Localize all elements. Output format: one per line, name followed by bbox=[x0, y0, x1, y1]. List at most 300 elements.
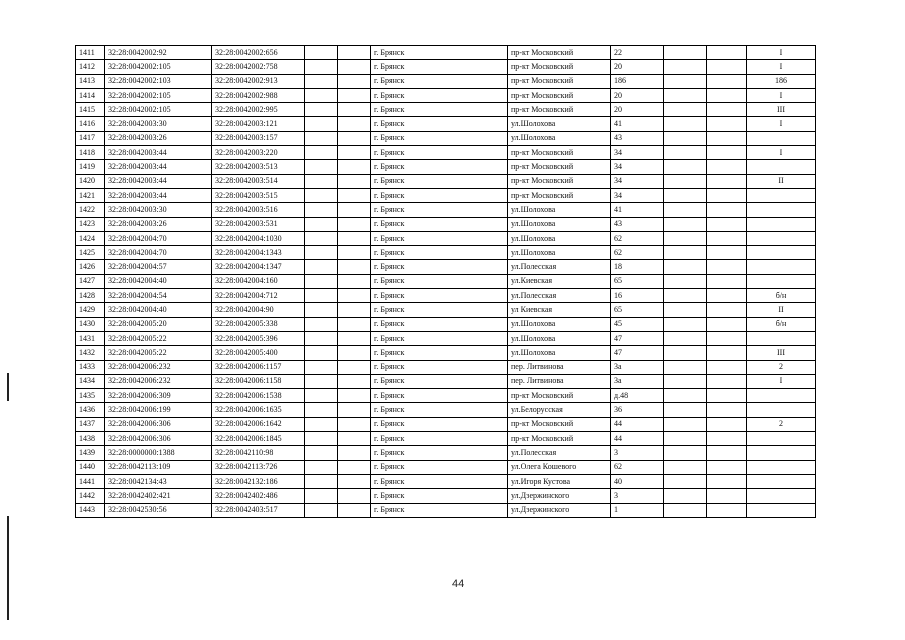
apartment-cell: III bbox=[747, 103, 816, 117]
table-row bbox=[76, 174, 816, 188]
street-cell: ул.Шолохова bbox=[508, 117, 611, 131]
blank-cell bbox=[338, 188, 371, 202]
street-cell: ул.Шолохова bbox=[508, 131, 611, 145]
city-cell: г. Брянск bbox=[371, 331, 508, 345]
table-row bbox=[76, 260, 816, 274]
blank-cell bbox=[707, 360, 747, 374]
city-cell: г. Брянск bbox=[371, 317, 508, 331]
building-cadastral-cell: 32:28:0042006:1158 bbox=[212, 374, 305, 388]
blank-cell bbox=[707, 217, 747, 231]
apartment-cell bbox=[747, 246, 816, 260]
table-row bbox=[76, 188, 816, 202]
blank-cell bbox=[305, 188, 338, 202]
city-cell: г. Брянск bbox=[371, 231, 508, 245]
row-number-cell: 1438 bbox=[76, 432, 105, 446]
city-cell: г. Брянск bbox=[371, 303, 508, 317]
blank-cell bbox=[664, 160, 707, 174]
house-number-cell: 43 bbox=[611, 217, 664, 231]
blank-cell bbox=[664, 246, 707, 260]
blank-cell bbox=[305, 417, 338, 431]
apartment-cell: I bbox=[747, 46, 816, 60]
land-cadastral-cell: 32:28:0042003:26 bbox=[105, 217, 212, 231]
blank-cell bbox=[305, 74, 338, 88]
blank-cell bbox=[707, 331, 747, 345]
blank-cell bbox=[707, 260, 747, 274]
blank-cell bbox=[305, 360, 338, 374]
apartment-cell bbox=[747, 489, 816, 503]
blank-cell bbox=[707, 374, 747, 388]
apartment-cell: 186 bbox=[747, 74, 816, 88]
building-cadastral-cell: 32:28:0042003:157 bbox=[212, 131, 305, 145]
blank-cell bbox=[338, 131, 371, 145]
city-cell: г. Брянск bbox=[371, 360, 508, 374]
blank-cell bbox=[305, 317, 338, 331]
house-number-cell: 186 bbox=[611, 74, 664, 88]
blank-cell bbox=[707, 131, 747, 145]
blank-cell bbox=[338, 231, 371, 245]
street-cell: пр-кт Московский bbox=[508, 60, 611, 74]
city-cell: г. Брянск bbox=[371, 88, 508, 102]
city-cell: г. Брянск bbox=[371, 246, 508, 260]
house-number-cell: 65 bbox=[611, 303, 664, 317]
house-number-cell: 47 bbox=[611, 346, 664, 360]
building-cadastral-cell: 32:28:0042003:514 bbox=[212, 174, 305, 188]
blank-cell bbox=[305, 174, 338, 188]
blank-cell bbox=[664, 489, 707, 503]
street-cell: ул.Шолохова bbox=[508, 231, 611, 245]
row-number-cell: 1418 bbox=[76, 146, 105, 160]
city-cell: г. Брянск bbox=[371, 260, 508, 274]
apartment-cell bbox=[747, 432, 816, 446]
blank-cell bbox=[664, 260, 707, 274]
blank-cell bbox=[664, 174, 707, 188]
building-cadastral-cell: 32:28:0042110:98 bbox=[212, 446, 305, 460]
blank-cell bbox=[305, 374, 338, 388]
building-cadastral-cell: 32:28:0042005:338 bbox=[212, 317, 305, 331]
blank-cell bbox=[707, 146, 747, 160]
table-row bbox=[76, 417, 816, 431]
blank-cell bbox=[305, 331, 338, 345]
blank-cell bbox=[664, 203, 707, 217]
street-cell: пр-кт Московский bbox=[508, 432, 611, 446]
row-number-cell: 1422 bbox=[76, 203, 105, 217]
apartment-cell bbox=[747, 446, 816, 460]
street-cell: ул.Олега Кошевого bbox=[508, 460, 611, 474]
city-cell: г. Брянск bbox=[371, 446, 508, 460]
street-cell: ул.Шолохова bbox=[508, 246, 611, 260]
land-cadastral-cell: 32:28:0042004:40 bbox=[105, 274, 212, 288]
land-cadastral-cell: 32:28:0042005:22 bbox=[105, 346, 212, 360]
land-cadastral-cell: 32:28:0042006:309 bbox=[105, 389, 212, 403]
table-row bbox=[76, 160, 816, 174]
building-cadastral-cell: 32:28:0042006:1642 bbox=[212, 417, 305, 431]
apartment-cell: I bbox=[747, 374, 816, 388]
building-cadastral-cell: 32:28:0042006:1538 bbox=[212, 389, 305, 403]
table-row bbox=[76, 360, 816, 374]
blank-cell bbox=[664, 474, 707, 488]
house-number-cell: 65 bbox=[611, 274, 664, 288]
apartment-cell bbox=[747, 474, 816, 488]
blank-cell bbox=[664, 103, 707, 117]
apartment-cell: I bbox=[747, 60, 816, 74]
city-cell: г. Брянск bbox=[371, 74, 508, 88]
blank-cell bbox=[707, 174, 747, 188]
land-cadastral-cell: 32:28:0042004:70 bbox=[105, 231, 212, 245]
street-cell: пер. Литвинова bbox=[508, 360, 611, 374]
street-cell: пр-кт Московский bbox=[508, 88, 611, 102]
street-cell: пр-кт Московский bbox=[508, 74, 611, 88]
apartment-cell: II bbox=[747, 303, 816, 317]
apartment-cell bbox=[747, 331, 816, 345]
city-cell: г. Брянск bbox=[371, 103, 508, 117]
blank-cell bbox=[305, 103, 338, 117]
street-cell: пр-кт Московский bbox=[508, 389, 611, 403]
building-cadastral-cell: 32:28:0042002:988 bbox=[212, 88, 305, 102]
land-cadastral-cell: 32:28:0042006:306 bbox=[105, 417, 212, 431]
house-number-cell: 41 bbox=[611, 117, 664, 131]
building-cadastral-cell: 32:28:0042002:758 bbox=[212, 60, 305, 74]
blank-cell bbox=[305, 303, 338, 317]
blank-cell bbox=[707, 160, 747, 174]
street-cell: ул.Шолохова bbox=[508, 346, 611, 360]
land-cadastral-cell: 32:28:0042002:103 bbox=[105, 74, 212, 88]
blank-cell bbox=[707, 346, 747, 360]
building-cadastral-cell: 32:28:0042004:1030 bbox=[212, 231, 305, 245]
building-cadastral-cell: 32:28:0042403:517 bbox=[212, 503, 305, 517]
blank-cell bbox=[338, 74, 371, 88]
table-row bbox=[76, 60, 816, 74]
table-row bbox=[76, 446, 816, 460]
city-cell: г. Брянск bbox=[371, 160, 508, 174]
city-cell: г. Брянск bbox=[371, 474, 508, 488]
blank-cell bbox=[707, 88, 747, 102]
apartment-cell: б/н bbox=[747, 289, 816, 303]
blank-cell bbox=[338, 274, 371, 288]
city-cell: г. Брянск bbox=[371, 146, 508, 160]
city-cell: г. Брянск bbox=[371, 60, 508, 74]
row-number-cell: 1425 bbox=[76, 246, 105, 260]
blank-cell bbox=[305, 474, 338, 488]
land-cadastral-cell: 32:28:0042002:105 bbox=[105, 103, 212, 117]
house-number-cell: 18 bbox=[611, 260, 664, 274]
land-cadastral-cell: 32:28:0042003:44 bbox=[105, 174, 212, 188]
building-cadastral-cell: 32:28:0042003:121 bbox=[212, 117, 305, 131]
blank-cell bbox=[338, 417, 371, 431]
blank-cell bbox=[305, 246, 338, 260]
table-row bbox=[76, 317, 816, 331]
row-number-cell: 1424 bbox=[76, 231, 105, 245]
building-cadastral-cell: 32:28:0042006:1157 bbox=[212, 360, 305, 374]
blank-cell bbox=[338, 446, 371, 460]
blank-cell bbox=[305, 389, 338, 403]
street-cell: ул Киевская bbox=[508, 303, 611, 317]
building-cadastral-cell: 32:28:0042006:1845 bbox=[212, 432, 305, 446]
blank-cell bbox=[305, 203, 338, 217]
city-cell: г. Брянск bbox=[371, 374, 508, 388]
table-row bbox=[76, 103, 816, 117]
table-row bbox=[76, 74, 816, 88]
apartment-cell: б/н bbox=[747, 317, 816, 331]
blank-cell bbox=[707, 489, 747, 503]
land-cadastral-cell: 32:28:0042004:40 bbox=[105, 303, 212, 317]
blank-cell bbox=[707, 432, 747, 446]
building-cadastral-cell: 32:28:0042132:186 bbox=[212, 474, 305, 488]
street-cell: пер. Литвинова bbox=[508, 374, 611, 388]
blank-cell bbox=[338, 117, 371, 131]
row-number-cell: 1419 bbox=[76, 160, 105, 174]
house-number-cell: 41 bbox=[611, 203, 664, 217]
row-number-cell: 1437 bbox=[76, 417, 105, 431]
building-cadastral-cell: 32:28:0042002:656 bbox=[212, 46, 305, 60]
blank-cell bbox=[338, 217, 371, 231]
land-cadastral-cell: 32:28:0042006:199 bbox=[105, 403, 212, 417]
blank-cell bbox=[707, 446, 747, 460]
land-cadastral-cell: 32:28:0042004:54 bbox=[105, 289, 212, 303]
row-number-cell: 1426 bbox=[76, 260, 105, 274]
margin-scan-line bbox=[7, 516, 9, 620]
building-cadastral-cell: 32:28:0042006:1635 bbox=[212, 403, 305, 417]
apartment-cell: I bbox=[747, 88, 816, 102]
row-number-cell: 1434 bbox=[76, 374, 105, 388]
building-cadastral-cell: 32:28:0042004:712 bbox=[212, 289, 305, 303]
blank-cell bbox=[305, 403, 338, 417]
row-number-cell: 1411 bbox=[76, 46, 105, 60]
blank-cell bbox=[707, 460, 747, 474]
apartment-cell bbox=[747, 403, 816, 417]
blank-cell bbox=[707, 303, 747, 317]
blank-cell bbox=[338, 317, 371, 331]
blank-cell bbox=[707, 203, 747, 217]
blank-cell bbox=[664, 503, 707, 517]
city-cell: г. Брянск bbox=[371, 389, 508, 403]
house-number-cell: 44 bbox=[611, 432, 664, 446]
building-cadastral-cell: 32:28:0042003:531 bbox=[212, 217, 305, 231]
blank-cell bbox=[305, 260, 338, 274]
blank-cell bbox=[305, 60, 338, 74]
house-number-cell: 45 bbox=[611, 317, 664, 331]
land-cadastral-cell: 32:28:0042006:232 bbox=[105, 360, 212, 374]
blank-cell bbox=[664, 231, 707, 245]
city-cell: г. Брянск bbox=[371, 131, 508, 145]
table-row bbox=[76, 503, 816, 517]
blank-cell bbox=[707, 317, 747, 331]
row-number-cell: 1420 bbox=[76, 174, 105, 188]
apartment-cell: II bbox=[747, 174, 816, 188]
blank-cell bbox=[338, 403, 371, 417]
house-number-cell: 40 bbox=[611, 474, 664, 488]
row-number-cell: 1415 bbox=[76, 103, 105, 117]
row-number-cell: 1431 bbox=[76, 331, 105, 345]
row-number-cell: 1440 bbox=[76, 460, 105, 474]
building-cadastral-cell: 32:28:0042003:220 bbox=[212, 146, 305, 160]
building-cadastral-cell: 32:28:0042003:516 bbox=[212, 203, 305, 217]
house-number-cell: 20 bbox=[611, 88, 664, 102]
city-cell: г. Брянск bbox=[371, 460, 508, 474]
apartment-cell: I bbox=[747, 117, 816, 131]
house-number-cell: 20 bbox=[611, 103, 664, 117]
blank-cell bbox=[305, 146, 338, 160]
blank-cell bbox=[338, 331, 371, 345]
blank-cell bbox=[338, 174, 371, 188]
apartment-cell bbox=[747, 503, 816, 517]
land-cadastral-cell: 32:28:0042006:306 bbox=[105, 432, 212, 446]
blank-cell bbox=[305, 217, 338, 231]
house-number-cell: 16 bbox=[611, 289, 664, 303]
blank-cell bbox=[707, 231, 747, 245]
city-cell: г. Брянск bbox=[371, 174, 508, 188]
house-number-cell: 3 bbox=[611, 489, 664, 503]
apartment-cell bbox=[747, 217, 816, 231]
blank-cell bbox=[338, 389, 371, 403]
blank-cell bbox=[305, 289, 338, 303]
land-cadastral-cell: 32:28:0000000:1388 bbox=[105, 446, 212, 460]
house-number-cell: 34 bbox=[611, 174, 664, 188]
street-cell: пр-кт Московский bbox=[508, 103, 611, 117]
building-cadastral-cell: 32:28:0042004:1347 bbox=[212, 260, 305, 274]
street-cell: ул.Шолохова bbox=[508, 331, 611, 345]
table-row bbox=[76, 203, 816, 217]
apartment-cell: 2 bbox=[747, 417, 816, 431]
land-cadastral-cell: 32:28:0042402:421 bbox=[105, 489, 212, 503]
table-row bbox=[76, 374, 816, 388]
house-number-cell: 34 bbox=[611, 160, 664, 174]
blank-cell bbox=[338, 474, 371, 488]
table-row bbox=[76, 46, 816, 60]
apartment-cell bbox=[747, 131, 816, 145]
row-number-cell: 1413 bbox=[76, 74, 105, 88]
blank-cell bbox=[664, 188, 707, 202]
land-cadastral-cell: 32:28:0042004:57 bbox=[105, 260, 212, 274]
house-number-cell: 62 bbox=[611, 231, 664, 245]
house-number-cell: д.48 bbox=[611, 389, 664, 403]
land-cadastral-cell: 32:28:0042003:30 bbox=[105, 117, 212, 131]
apartment-cell bbox=[747, 160, 816, 174]
street-cell: ул.Полесская bbox=[508, 260, 611, 274]
table-row bbox=[76, 460, 816, 474]
blank-cell bbox=[707, 74, 747, 88]
blank-cell bbox=[664, 417, 707, 431]
blank-cell bbox=[664, 446, 707, 460]
blank-cell bbox=[664, 331, 707, 345]
blank-cell bbox=[707, 103, 747, 117]
land-cadastral-cell: 32:28:0042004:70 bbox=[105, 246, 212, 260]
blank-cell bbox=[664, 460, 707, 474]
city-cell: г. Брянск bbox=[371, 417, 508, 431]
row-number-cell: 1442 bbox=[76, 489, 105, 503]
house-number-cell: 34 bbox=[611, 188, 664, 202]
land-cadastral-cell: 32:28:0042002:105 bbox=[105, 60, 212, 74]
table-row bbox=[76, 346, 816, 360]
blank-cell bbox=[707, 417, 747, 431]
street-cell: ул.Шолохова bbox=[508, 203, 611, 217]
blank-cell bbox=[664, 60, 707, 74]
blank-cell bbox=[338, 460, 371, 474]
blank-cell bbox=[338, 260, 371, 274]
city-cell: г. Брянск bbox=[371, 289, 508, 303]
blank-cell bbox=[664, 374, 707, 388]
row-number-cell: 1416 bbox=[76, 117, 105, 131]
blank-cell bbox=[305, 432, 338, 446]
table-row bbox=[76, 303, 816, 317]
apartment-cell bbox=[747, 389, 816, 403]
blank-cell bbox=[305, 88, 338, 102]
row-number-cell: 1427 bbox=[76, 274, 105, 288]
blank-cell bbox=[305, 46, 338, 60]
row-number-cell: 1430 bbox=[76, 317, 105, 331]
blank-cell bbox=[305, 160, 338, 174]
blank-cell bbox=[305, 131, 338, 145]
table-row bbox=[76, 289, 816, 303]
apartment-cell: I bbox=[747, 146, 816, 160]
blank-cell bbox=[707, 117, 747, 131]
house-number-cell: 36 bbox=[611, 403, 664, 417]
street-cell: пр-кт Московский bbox=[508, 174, 611, 188]
apartment-cell: 2 bbox=[747, 360, 816, 374]
row-number-cell: 1439 bbox=[76, 446, 105, 460]
land-cadastral-cell: 32:28:0042002:92 bbox=[105, 46, 212, 60]
blank-cell bbox=[707, 474, 747, 488]
row-number-cell: 1417 bbox=[76, 131, 105, 145]
land-cadastral-cell: 32:28:0042005:20 bbox=[105, 317, 212, 331]
blank-cell bbox=[664, 131, 707, 145]
land-cadastral-cell: 32:28:0042003:44 bbox=[105, 160, 212, 174]
blank-cell bbox=[305, 117, 338, 131]
street-cell: ул.Шолохова bbox=[508, 317, 611, 331]
street-cell: ул.Полесская bbox=[508, 446, 611, 460]
blank-cell bbox=[338, 432, 371, 446]
table-row bbox=[76, 246, 816, 260]
table-row bbox=[76, 474, 816, 488]
blank-cell bbox=[338, 303, 371, 317]
building-cadastral-cell: 32:28:0042004:90 bbox=[212, 303, 305, 317]
blank-cell bbox=[664, 88, 707, 102]
row-number-cell: 1435 bbox=[76, 389, 105, 403]
blank-cell bbox=[664, 317, 707, 331]
apartment-cell bbox=[747, 460, 816, 474]
table-row bbox=[76, 432, 816, 446]
blank-cell bbox=[338, 160, 371, 174]
building-cadastral-cell: 32:28:0042003:515 bbox=[212, 188, 305, 202]
city-cell: г. Брянск bbox=[371, 117, 508, 131]
apartment-cell bbox=[747, 203, 816, 217]
blank-cell bbox=[338, 360, 371, 374]
land-cadastral-cell: 32:28:0042003:26 bbox=[105, 131, 212, 145]
blank-cell bbox=[664, 289, 707, 303]
table-row bbox=[76, 117, 816, 131]
page-number: 44 bbox=[452, 578, 465, 590]
table-row bbox=[76, 131, 816, 145]
blank-cell bbox=[338, 246, 371, 260]
blank-cell bbox=[338, 346, 371, 360]
blank-cell bbox=[338, 289, 371, 303]
blank-cell bbox=[338, 88, 371, 102]
table-row bbox=[76, 403, 816, 417]
blank-cell bbox=[664, 274, 707, 288]
margin-scan-line bbox=[7, 373, 9, 401]
blank-cell bbox=[338, 146, 371, 160]
blank-cell bbox=[664, 117, 707, 131]
house-number-cell: 44 bbox=[611, 417, 664, 431]
building-cadastral-cell: 32:28:0042005:396 bbox=[212, 331, 305, 345]
land-cadastral-cell: 32:28:0042003:30 bbox=[105, 203, 212, 217]
land-cadastral-cell: 32:28:0042134:43 bbox=[105, 474, 212, 488]
blank-cell bbox=[338, 103, 371, 117]
table-row bbox=[76, 88, 816, 102]
blank-cell bbox=[305, 489, 338, 503]
building-cadastral-cell: 32:28:0042004:1343 bbox=[212, 246, 305, 260]
house-number-cell: 1 bbox=[611, 503, 664, 517]
table-row bbox=[76, 146, 816, 160]
